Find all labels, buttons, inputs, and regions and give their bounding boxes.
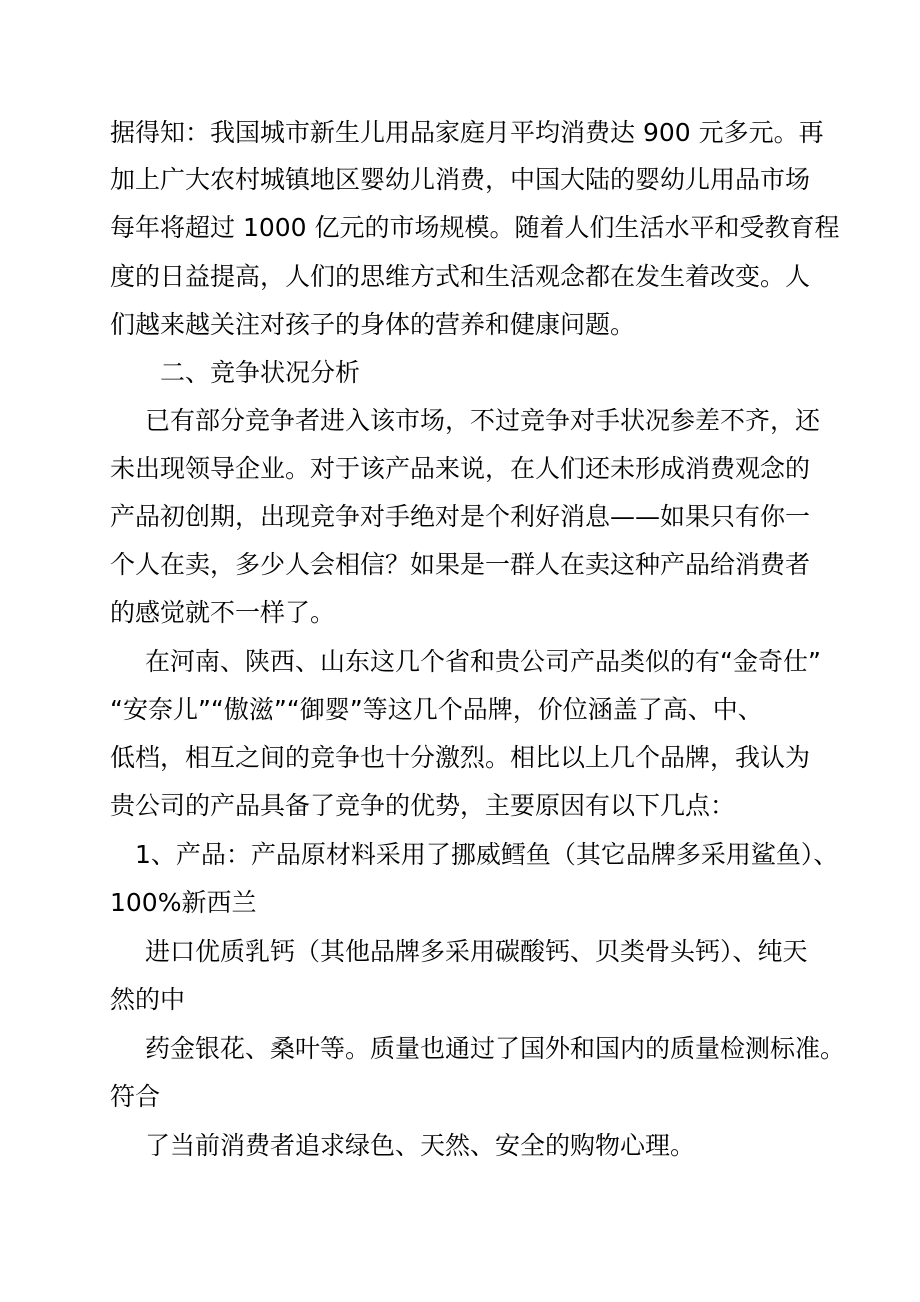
text-line: 未出现领导企业。对于该产品来说，在人们还未形成消费观念的 (110, 454, 811, 483)
text-line: 每年将超过 1000 亿元的市场规模。随着人们生活水平和受教育程 (110, 213, 840, 242)
text-line: “安奈儿”“傲滋”“御婴”等这几个品牌，价位涵盖了高、中、 (110, 695, 763, 724)
text-line: 100%新西兰 (110, 888, 257, 917)
list-item: 1、产品：产品原材料采用了挪威鳕鱼（其它品牌多采用鲨鱼）、 (135, 840, 839, 869)
text-line: 药金银花、桑叶等。质量也通过了国外和国内的质量检测标准。 (145, 1034, 846, 1063)
text-line: 产品初创期，出现竞争对手绝对是个利好消息——如果只有你一 (110, 502, 811, 531)
text-line: 们越来越关注对孩子的身体的营养和健康问题。 (110, 310, 636, 339)
text-line: 个人在卖，多少人会相信？如果是一群人在卖这种产品给消费者 (110, 550, 811, 579)
text-line: 据得知：我国城市新生儿用品家庭月平均消费达 900 元多元。再 (110, 118, 824, 147)
text-line: 已有部分竞争者进入该市场，不过竞争对手状况参差不齐，还 (145, 406, 821, 435)
text-line: 符合 (110, 1082, 161, 1111)
text-line: 在河南、陕西、山东这几个省和贵公司产品类似的有“金奇仕” (145, 647, 821, 676)
text-line: 进口优质乳钙（其他品牌多采用碳酸钙、贝类骨头钙）、纯天 (145, 937, 808, 966)
text-line: 的感觉就不一样了。 (110, 598, 336, 627)
text-line: 了当前消费者追求绿色、天然、安全的购物心理。 (145, 1131, 696, 1160)
section-heading: 二、竞争状况分析 (160, 358, 361, 387)
text-line: 然的中 (110, 985, 186, 1014)
text-line: 度的日益提高，人们的思维方式和生活观念都在发生着改变。人 (110, 262, 811, 291)
text-line: 加上广大农村城镇地区婴幼儿消费，中国大陆的婴幼儿用品市场 (110, 165, 811, 194)
text-line: 低档，相互之间的竞争也十分激烈。相比以上几个品牌，我认为 (110, 743, 811, 772)
text-line: 贵公司的产品具备了竞争的优势，主要原因有以下几点： (110, 791, 736, 820)
